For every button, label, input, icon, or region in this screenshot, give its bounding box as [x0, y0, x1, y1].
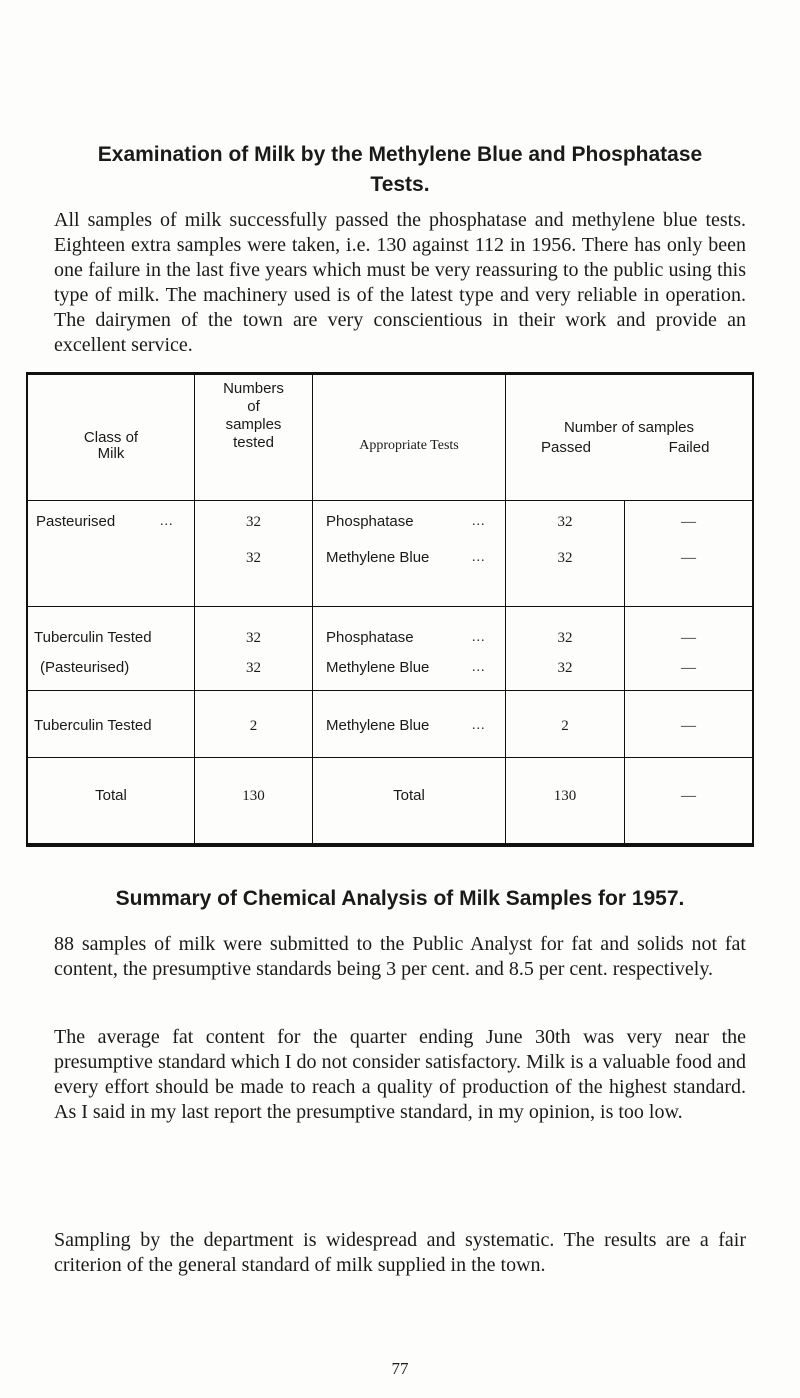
cell-failed: —	[681, 660, 696, 676]
cell-test: Methylene Blue	[326, 549, 430, 566]
row-class: Tuberculin Tested	[34, 717, 152, 734]
cell-test: Phosphatase	[326, 629, 414, 646]
header-rule	[26, 500, 754, 501]
leader-dots: ...	[472, 550, 486, 565]
row-class-sub: (Pasteurised)	[40, 659, 130, 676]
table-top-rule	[26, 372, 754, 375]
cell-passed: 32	[557, 514, 573, 530]
leader-dots: ...	[472, 514, 486, 529]
row-class: Tuberculin Tested	[34, 629, 152, 646]
leader-dots: ...	[160, 514, 174, 529]
cell-number: 2	[249, 718, 258, 734]
total-number: 130	[242, 788, 265, 804]
cell-failed: —	[681, 630, 696, 646]
leader-dots: ...	[472, 718, 486, 733]
leader-dots: ...	[472, 630, 486, 645]
cell-number: 32	[246, 550, 261, 566]
cell-passed: 32	[557, 550, 573, 566]
header-passed: Passed	[540, 439, 592, 456]
cell-test: Methylene Blue	[326, 659, 430, 676]
total-failed: —	[681, 788, 696, 804]
intro-paragraph: All samples of milk successfully passed the phosphatase and methylene blue tests. Eighteen extra samples were taken, i.e. 130 against 112 in 1956. There has only been one failure in the last five years which must be very reassuring to the public using this type of milk. The machinery used is of the latest type and very reliable in operation. The dairymen of the town are very conscientious in their work and provide an excellent service.	[54, 209, 746, 356]
cell-test: Phosphatase	[326, 513, 414, 530]
cell-passed: 32	[557, 660, 573, 676]
header-failed: Failed	[668, 439, 710, 456]
page-number: 77	[391, 1359, 409, 1378]
total-passed: 130	[553, 788, 577, 804]
cell-failed: —	[681, 718, 696, 734]
row-rule-2	[26, 690, 754, 691]
header-numbers: Numbers of samples tested	[223, 380, 284, 451]
cell-failed: —	[681, 514, 696, 530]
row-rule-3	[26, 757, 754, 758]
cell-failed: —	[681, 550, 696, 566]
leader-dots: ...	[472, 660, 486, 675]
total-label: Total	[95, 787, 127, 804]
total-tests-label: Total	[393, 787, 425, 804]
section-heading-line2: Tests.	[370, 173, 430, 196]
cell-number: 32	[246, 514, 261, 530]
cell-number: 32	[246, 660, 261, 676]
header-samples-group: Number of samples	[563, 419, 695, 436]
cell-passed: 2	[561, 718, 569, 734]
cell-passed: 32	[557, 630, 573, 646]
row-class: Pasteurised	[36, 513, 116, 530]
header-class: Class of Milk	[83, 429, 139, 462]
cell-test: Methylene Blue	[326, 717, 430, 734]
header-tests: Appropriate Tests	[359, 438, 459, 453]
section-heading-line1: Examination of Milk by the Methylene Blue and Phosphatase	[97, 143, 703, 166]
summary-paragraph-1: 88 samples of milk were submitted to the Public Analyst for fat and solids not fat content, the presumptive standards being 3 per cent. and 8.5 per cent. respectively.	[54, 933, 746, 980]
table-bottom-rule	[26, 843, 754, 847]
cell-number: 32	[246, 630, 261, 646]
table-right-border	[752, 372, 754, 847]
summary-heading: Summary of Chemical Analysis of Milk Samples for 1957.	[115, 887, 685, 910]
row-rule-1	[26, 606, 754, 607]
summary-paragraph-2: The average fat content for the quarter ending June 30th was very near the presumptive standard which I do not consider satisfactory. Milk is a valuable food and every effort should be made to reach a quality of production of the highest standard. As I said in my last report the presumptive standard, in my opinion, is too low.	[54, 1026, 746, 1123]
summary-paragraph-3: Sampling by the department is widespread and systematic. The results are a fair criterion of the general standard of milk supplied in the town.	[54, 1229, 746, 1276]
milk-tests-table	[26, 372, 754, 847]
